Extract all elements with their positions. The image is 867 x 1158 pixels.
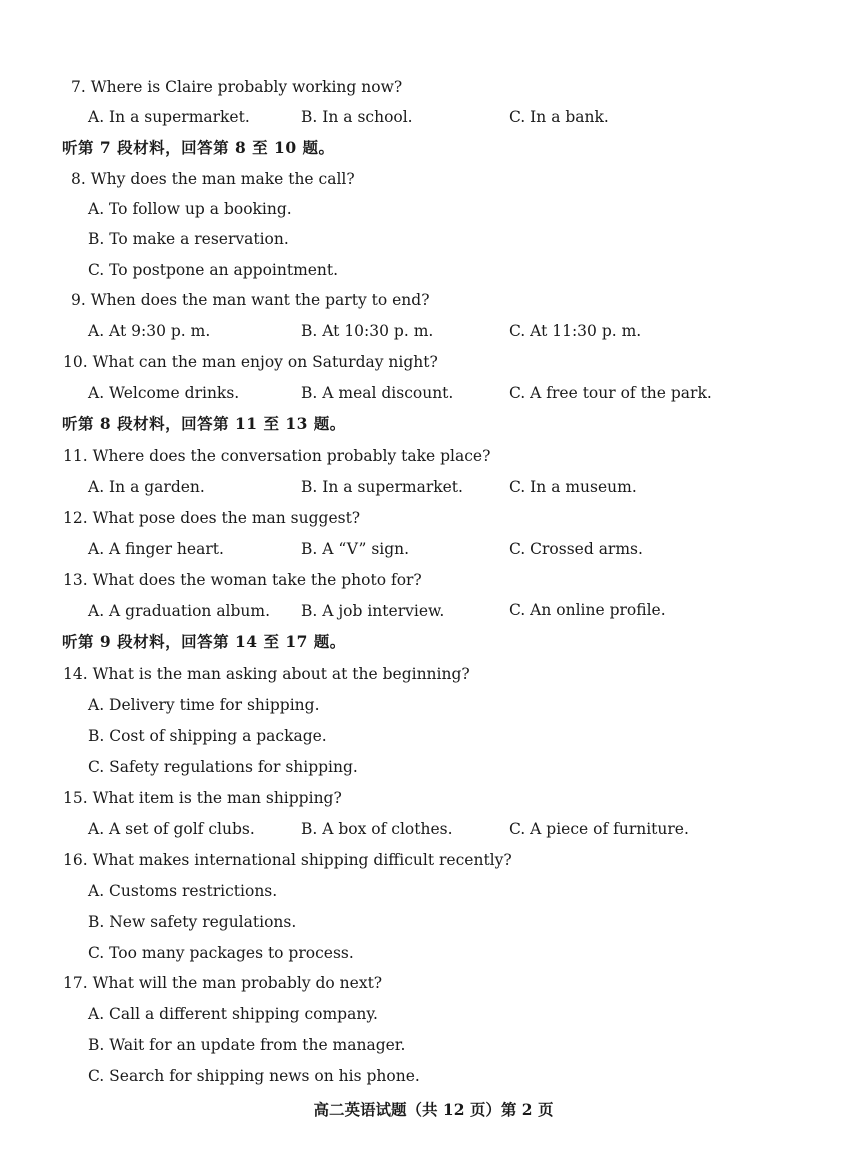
question-17-stem: 17. What will the man probably do next? bbox=[63, 974, 383, 992]
question-17-option-b: B. Wait for an update from the manager. bbox=[88, 1036, 406, 1054]
question-8-option-b: B. To make a reservation. bbox=[88, 230, 289, 248]
question-16-option-b: B. New safety regulations. bbox=[88, 913, 297, 931]
question-11-option-a: A. In a garden. bbox=[88, 478, 205, 496]
question-15-option-c: C. A piece of furniture. bbox=[509, 820, 689, 838]
question-13-option-c: C. An online profile. bbox=[509, 601, 666, 619]
question-11-option-c: C. In a museum. bbox=[509, 478, 637, 496]
question-14-option-a: A. Delivery time for shipping. bbox=[88, 696, 320, 714]
section-heading-7: 听第 7 段材料，回答第 8 至 10 题。 bbox=[62, 138, 335, 157]
question-8-stem: 8. Why does the man make the call? bbox=[71, 170, 355, 188]
question-12-option-a: A. A finger heart. bbox=[88, 540, 224, 558]
question-10-option-a: A. Welcome drinks. bbox=[88, 384, 240, 402]
question-11-option-b: B. In a supermarket. bbox=[301, 478, 463, 496]
question-10-stem: 10. What can the man enjoy on Saturday night? bbox=[63, 353, 438, 371]
question-15-option-a: A. A set of golf clubs. bbox=[88, 820, 255, 838]
question-12-stem: 12. What pose does the man suggest? bbox=[63, 509, 361, 527]
question-13-stem: 13. What does the woman take the photo for? bbox=[63, 571, 422, 589]
question-17-option-a: A. Call a different shipping company. bbox=[88, 1005, 378, 1023]
question-10-option-b: B. A meal discount. bbox=[301, 384, 454, 402]
question-16-option-a: A. Customs restrictions. bbox=[88, 882, 278, 900]
question-7-option-b: B. In a school. bbox=[301, 108, 413, 126]
question-11-stem: 11. Where does the conversation probably take place? bbox=[63, 447, 491, 465]
question-14-option-c: C. Safety regulations for shipping. bbox=[88, 758, 358, 776]
question-7-option-a: A. In a supermarket. bbox=[88, 108, 250, 126]
question-14-stem: 14. What is the man asking about at the beginning? bbox=[63, 665, 470, 683]
question-8-option-a: A. To follow up a booking. bbox=[88, 200, 292, 218]
section-heading-8: 听第 8 段材料，回答第 11 至 13 题。 bbox=[62, 414, 346, 433]
question-15-stem: 15. What item is the man shipping? bbox=[63, 789, 342, 807]
question-12-option-c: C. Crossed arms. bbox=[509, 540, 643, 558]
question-9-option-a: A. At 9:30 p. m. bbox=[88, 322, 211, 340]
question-13-option-b: B. A job interview. bbox=[301, 602, 445, 620]
question-9-option-b: B. At 10:30 p. m. bbox=[301, 322, 434, 340]
page-footer: 高二英语试题（共 12 页）第 2 页 bbox=[313, 1100, 554, 1119]
question-7-option-c: C. In a bank. bbox=[509, 108, 609, 126]
question-16-stem: 16. What makes international shipping difficult recently? bbox=[63, 851, 512, 869]
question-13-option-a: A. A graduation album. bbox=[88, 602, 271, 620]
question-14-option-b: B. Cost of shipping a package. bbox=[88, 727, 327, 745]
question-9-option-c: C. At 11:30 p. m. bbox=[509, 322, 642, 340]
section-heading-9: 听第 9 段材料，回答第 14 至 17 题。 bbox=[62, 632, 346, 651]
question-9-stem: 9. When does the man want the party to end? bbox=[71, 291, 430, 309]
question-12-option-b: B. A “V” sign. bbox=[301, 540, 410, 558]
question-16-option-c: C. Too many packages to process. bbox=[88, 944, 354, 962]
question-17-option-c: C. Search for shipping news on his phone. bbox=[88, 1067, 420, 1085]
question-10-option-c: C. A free tour of the park. bbox=[509, 384, 712, 402]
question-15-option-b: B. A box of clothes. bbox=[301, 820, 453, 838]
question-8-option-c: C. To postpone an appointment. bbox=[88, 261, 339, 279]
question-7-stem: 7. Where is Claire probably working now? bbox=[71, 78, 403, 96]
